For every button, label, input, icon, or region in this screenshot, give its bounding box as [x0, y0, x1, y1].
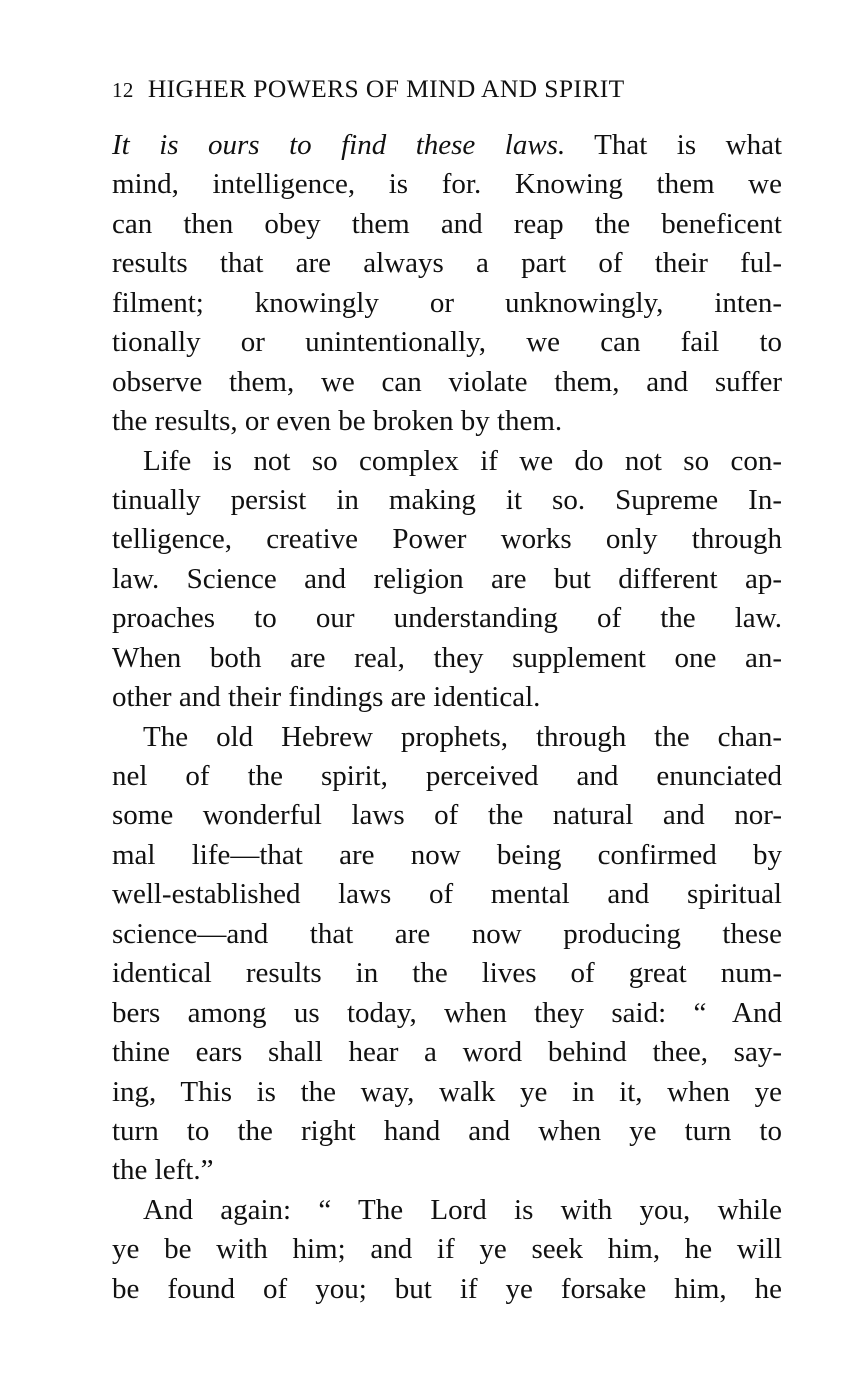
text-line: ye be with him; and if ye seek him, he will: [112, 1233, 782, 1266]
text-line: mal life—that are now being confirmed by: [112, 838, 782, 871]
text-line: the left.”: [112, 1154, 214, 1187]
text-line: other and their findings are identical.: [112, 681, 541, 714]
text-line: some wonderful laws of the natural and nor-: [112, 799, 782, 832]
running-title: HIGHER POWERS OF MIND AND SPIRIT: [147, 74, 625, 103]
italic-lead: It is ours to find these laws.: [112, 129, 566, 161]
page-number: 12: [112, 78, 134, 102]
text-line: law. Science and religion are but different ap-: [112, 562, 782, 595]
page-body: [112, 126, 782, 1309]
text-line: results that are always a part of their ful-: [112, 247, 782, 280]
page-header: [112, 74, 774, 104]
text-line: telligence, creative Power works only through: [112, 523, 782, 556]
text-line: mind, intelligence, is for. Knowing them we: [112, 168, 782, 201]
text-line: observe them, we can violate them, and suffer: [112, 365, 782, 398]
text-line: filment; knowingly or unknowingly, inten-: [112, 286, 782, 319]
text-line: turn to the right hand and when ye turn to: [112, 1114, 782, 1147]
text-line: the results, or even be broken by them.: [112, 405, 563, 438]
text-line: proaches to our understanding of the law.: [112, 602, 782, 635]
text-line: bers among us today, when they said: “ And: [112, 996, 782, 1029]
text-line: be found of you; but if ye forsake him, he: [112, 1272, 782, 1305]
text-line: nel of the spirit, perceived and enunciated: [112, 760, 782, 792]
text-line: tionally or unintentionally, we can fail to: [112, 326, 782, 359]
line-text: That is what: [565, 129, 782, 161]
text-line: thine ears shall hear a word behind thee, say-: [112, 1036, 782, 1069]
text-line: And again: “ The Lord is with you, while: [143, 1193, 782, 1226]
text-line: identical results in the lives of great num-: [112, 957, 782, 990]
text-line: The old Hebrew prophets, through the chan-: [143, 720, 782, 753]
text-line: [112, 126, 782, 165]
text-line: well-established laws of mental and spiritual: [112, 878, 782, 911]
text-line: science—and that are now producing these: [112, 917, 782, 950]
text-line: tinually persist in making it so. Supreme In-: [112, 483, 782, 516]
text-line: When both are real, they supplement one an-: [112, 641, 782, 674]
text-line: Life is not so complex if we do not so con-: [143, 444, 782, 477]
text-line: can then obey them and reap the beneficent: [112, 207, 782, 240]
text-line: ing, This is the way, walk ye in it, when ye: [112, 1075, 782, 1108]
